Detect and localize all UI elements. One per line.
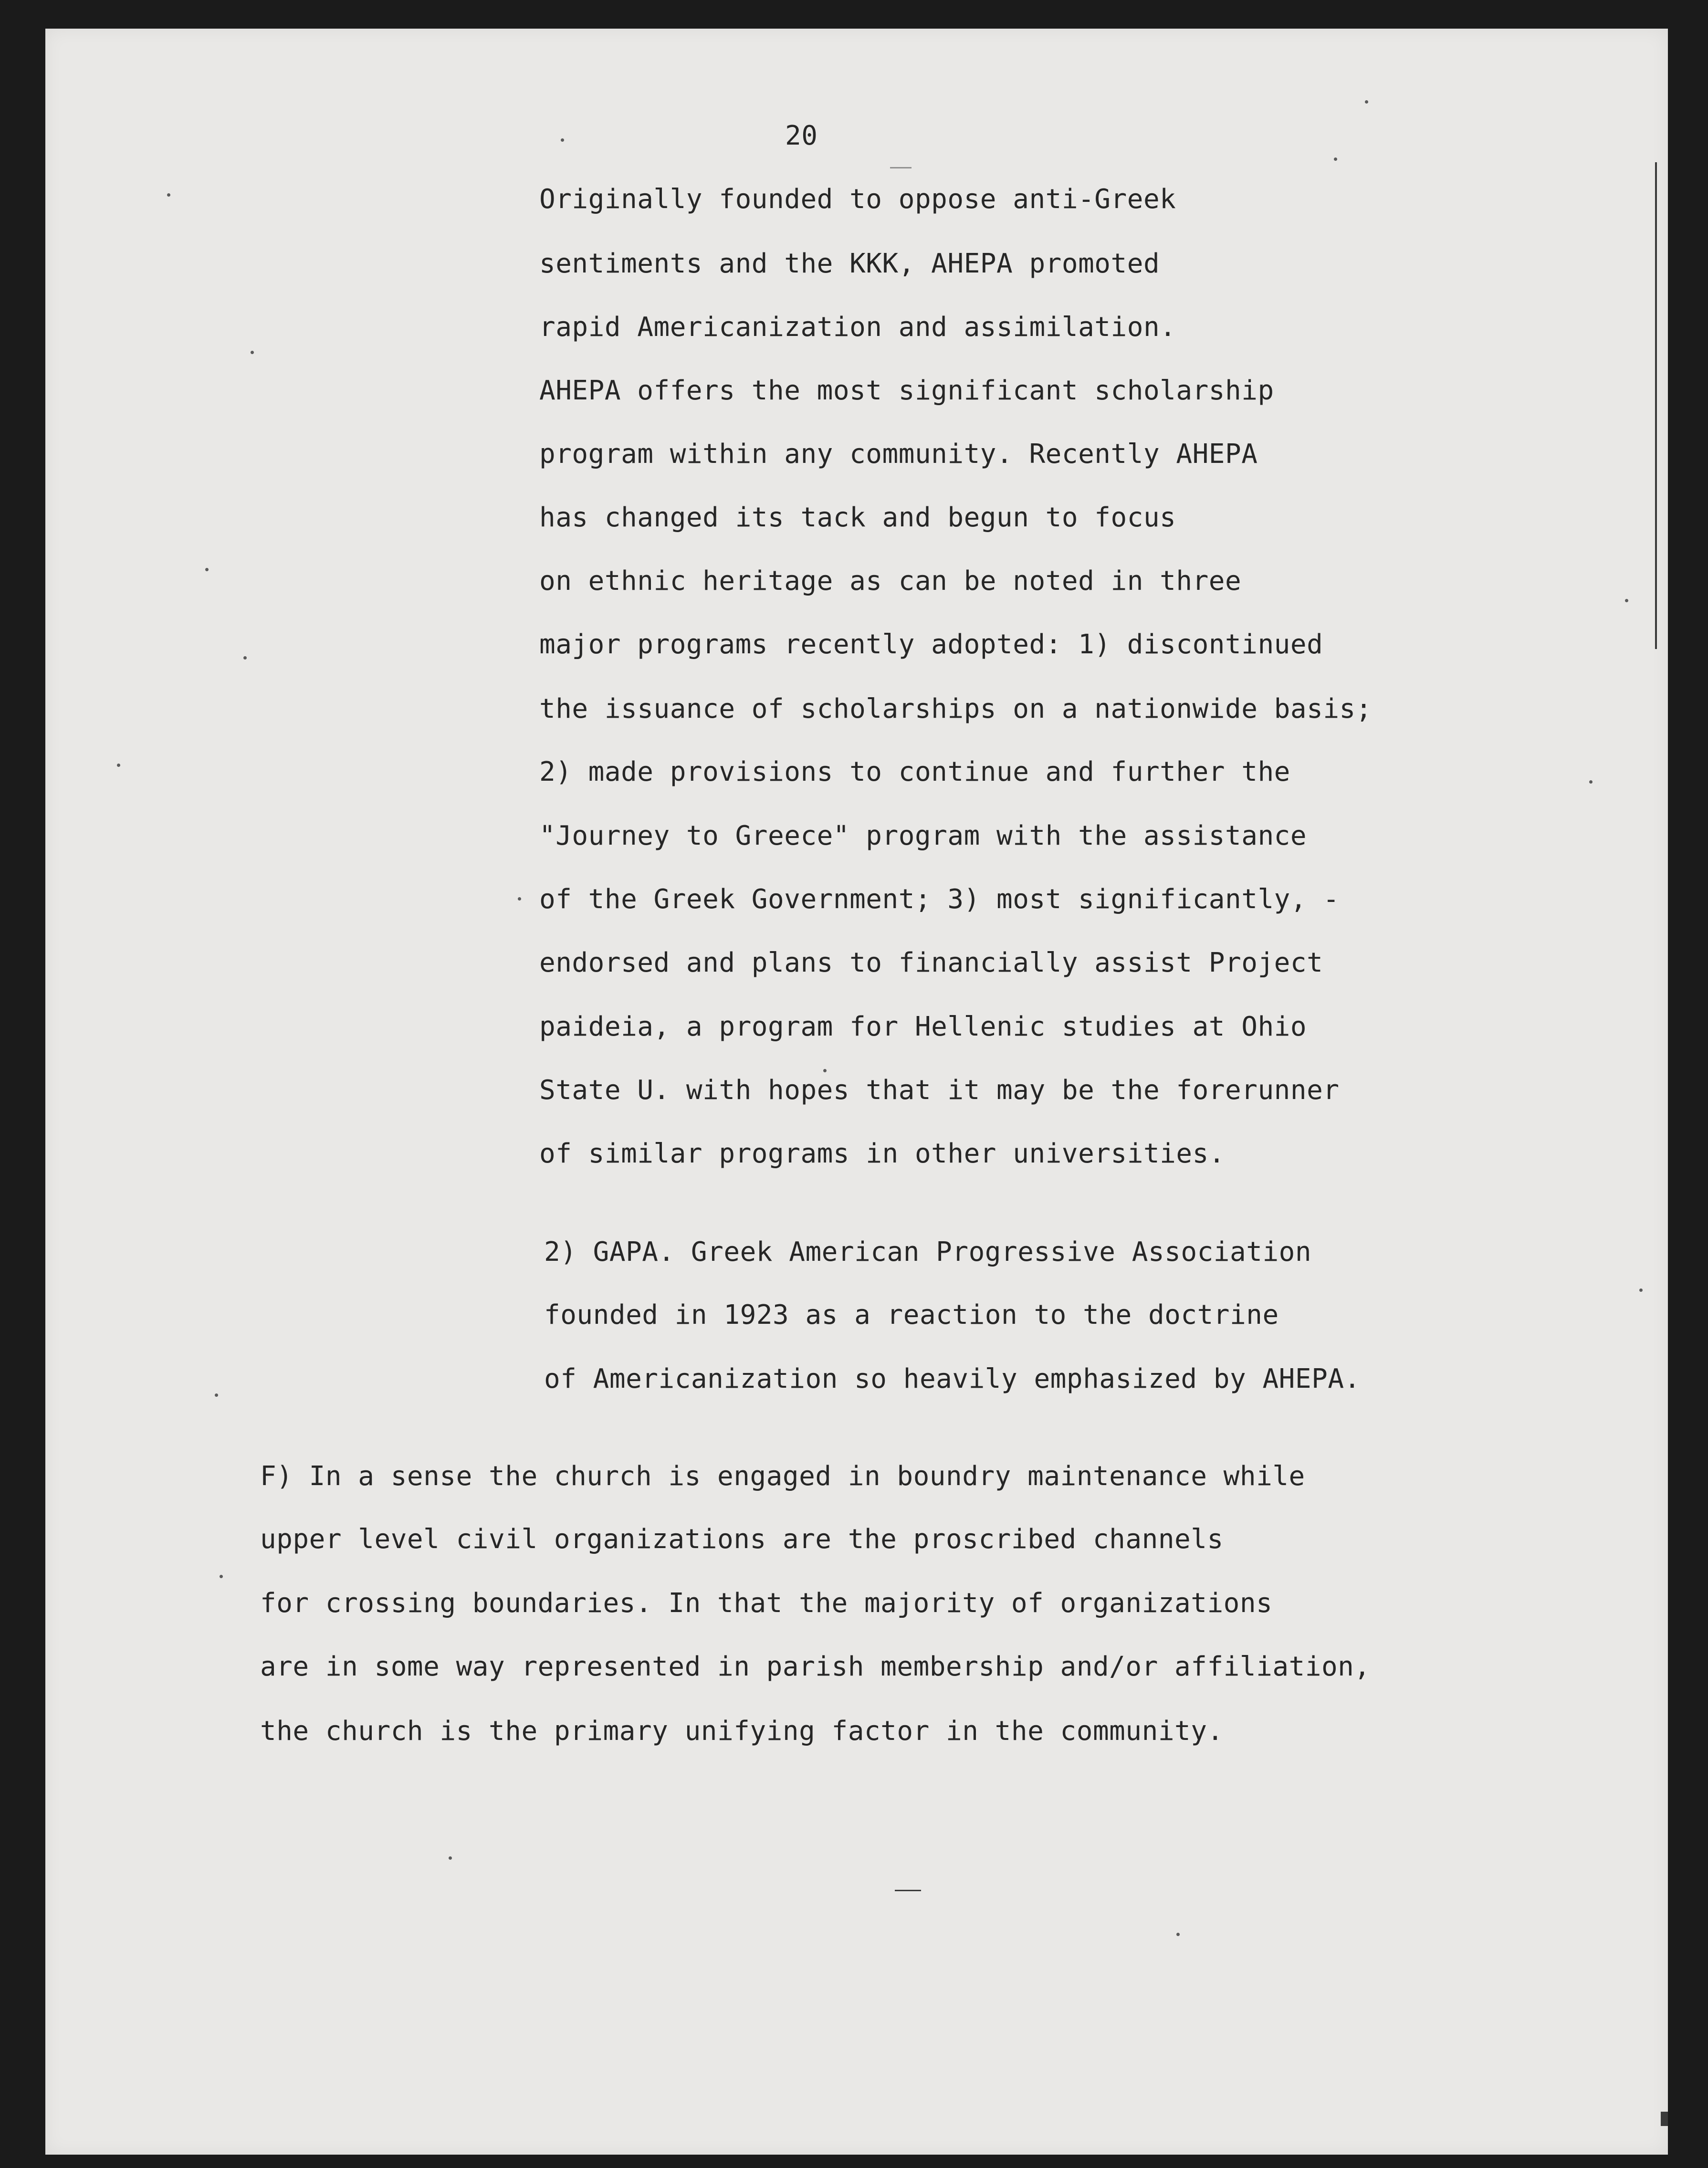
document-page — [45, 29, 1668, 2155]
scan-speck — [167, 193, 170, 197]
scan-edge-line — [1655, 162, 1657, 649]
body-line: Originally founded to oppose anti-Greek — [539, 184, 1176, 215]
scan-speck — [1589, 780, 1593, 784]
gapa-line: 2) GAPA. Greek American Progressive Association — [544, 1236, 1312, 1267]
scan-speck — [561, 138, 564, 142]
scan-speck — [823, 1069, 827, 1072]
body-line: of the Greek Government; 3) most significantly, - — [539, 884, 1340, 915]
body-line: "Journey to Greece" program with the assistance — [539, 820, 1307, 851]
body-line: on ethnic heritage as can be noted in three — [539, 566, 1242, 597]
body-line: major programs recently adopted: 1) discontinued — [539, 629, 1323, 660]
body-line: sentiments and the KKK, AHEPA promoted — [539, 248, 1160, 279]
body-line: rapid Americanization and assimilation. — [539, 312, 1176, 343]
scan-speck — [243, 656, 247, 660]
gapa-line: founded in 1923 as a reaction to the doctrine — [544, 1299, 1279, 1330]
scan-speck — [220, 1575, 223, 1578]
scan-speck — [449, 1856, 452, 1860]
scan-speck — [1334, 157, 1337, 161]
scan-speck — [117, 764, 120, 767]
scan-edge-line — [895, 1890, 921, 1891]
body-line: endorsed and plans to financially assist Project — [539, 947, 1323, 978]
page-number: 20 — [785, 120, 818, 151]
scan-speck — [1639, 1288, 1643, 1292]
body-line: State U. with hopes that it may be the forerunner — [539, 1075, 1340, 1106]
section-f-line: the church is the primary unifying factor in the community. — [260, 1716, 1224, 1747]
scan-speck — [205, 568, 209, 571]
body-line: 2) made provisions to continue and further the — [539, 756, 1290, 787]
body-line: has changed its tack and begun to focus — [539, 502, 1176, 533]
body-line: program within any community. Recently AHEPA — [539, 439, 1258, 470]
body-line: of similar programs in other universities. — [539, 1138, 1226, 1169]
section-f-line: upper level civil organizations are the proscribed channels — [260, 1524, 1224, 1555]
body-line: the issuance of scholarships on a nationwide basis; — [539, 693, 1372, 724]
scan-speck — [1625, 599, 1628, 602]
section-f-line: for crossing boundaries. In that the majority of organizations — [260, 1588, 1273, 1619]
scan-speck — [518, 897, 521, 901]
scan-speck — [251, 351, 254, 354]
body-line: paideia, a program for Hellenic studies at Ohio — [539, 1011, 1307, 1042]
scan-speck — [215, 1393, 218, 1397]
scan-speck — [1176, 1933, 1180, 1936]
section-f-line: are in some way represented in parish membership and/or affiliation, — [260, 1651, 1371, 1682]
scan-speck — [1365, 100, 1368, 104]
scan-edge-line — [1661, 2112, 1668, 2126]
scan-edge-line — [890, 167, 912, 168]
gapa-line: of Americanization so heavily emphasized by AHEPA. — [544, 1363, 1361, 1394]
section-f-line: F) In a sense the church is engaged in boundry maintenance while — [260, 1461, 1305, 1492]
body-line: AHEPA offers the most significant scholarship — [539, 375, 1274, 406]
